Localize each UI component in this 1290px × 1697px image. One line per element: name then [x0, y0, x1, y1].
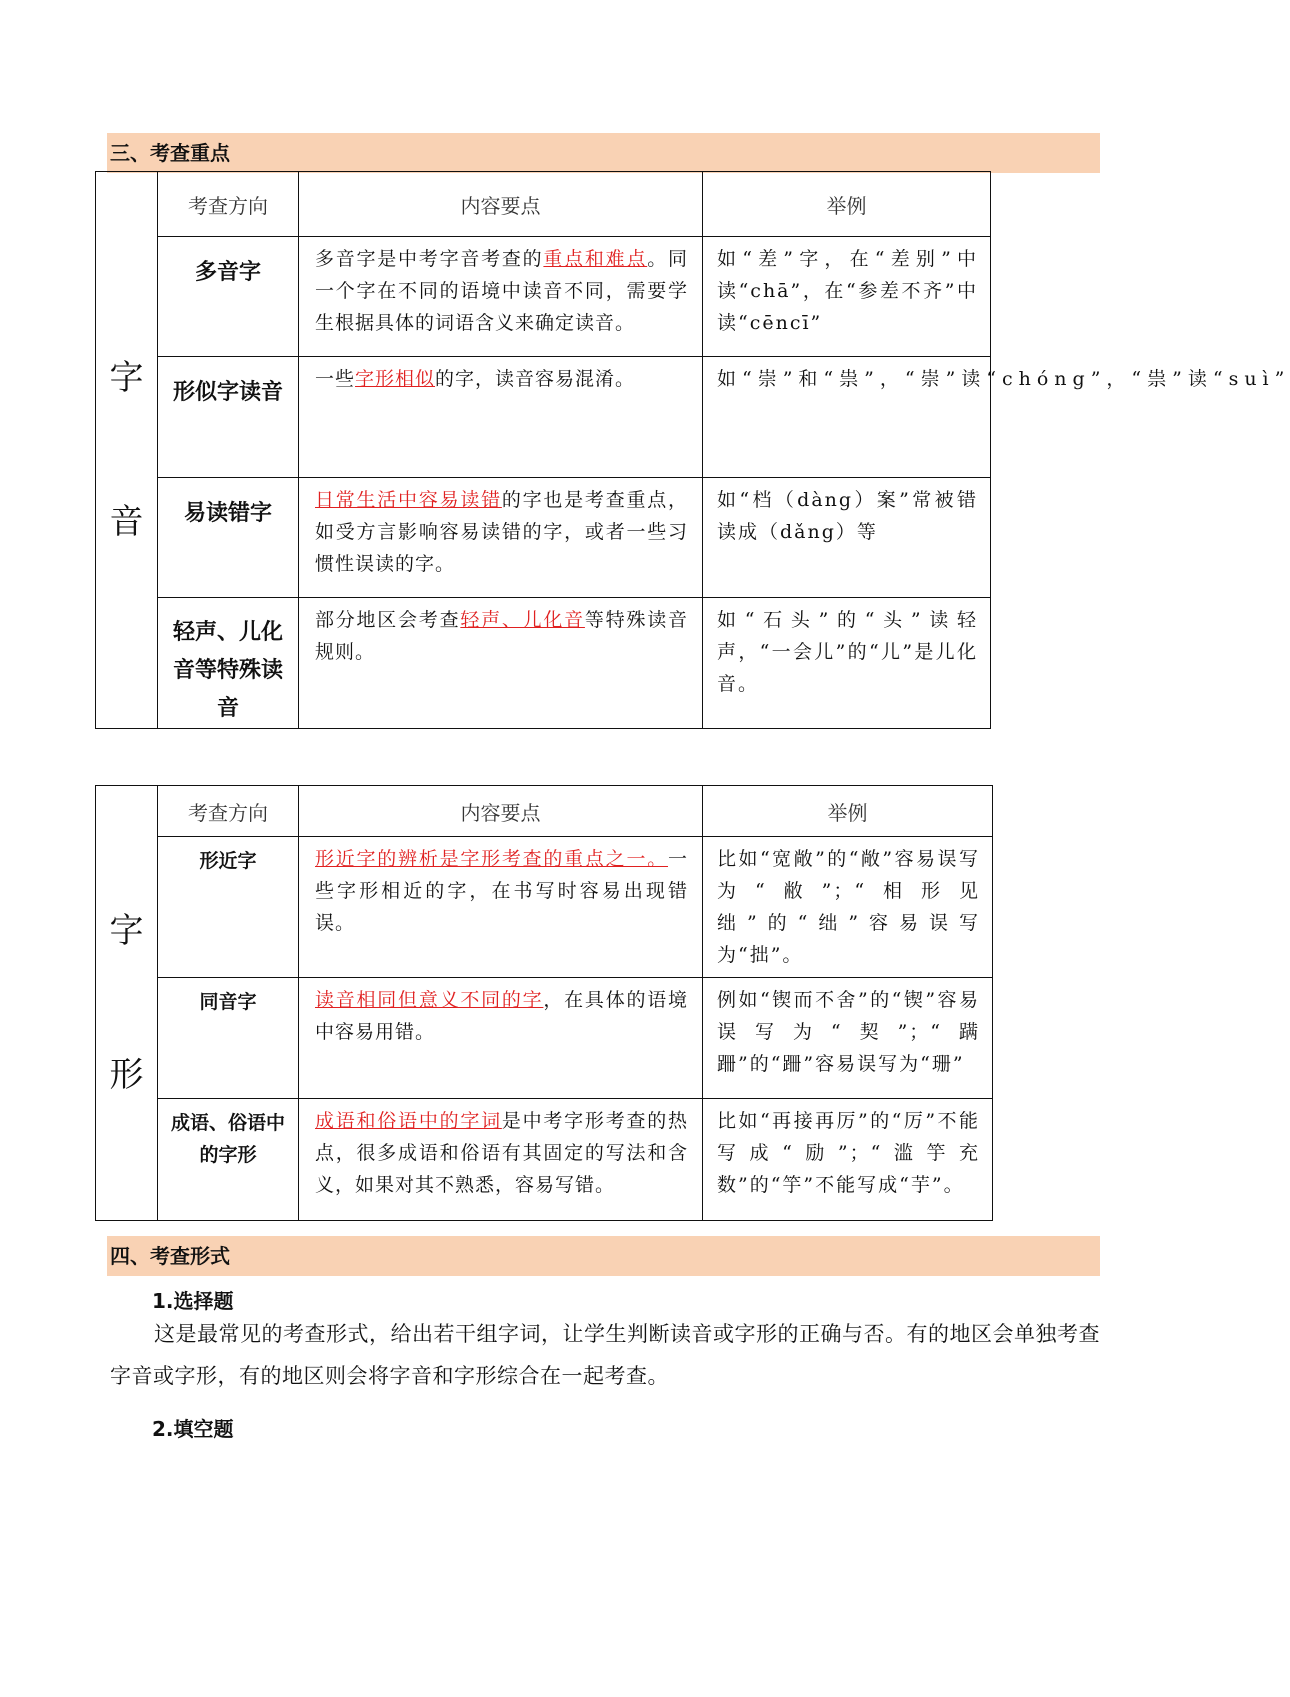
content-cell — [299, 978, 703, 1099]
subheading-multiple-choice: 1.选择题 — [152, 1289, 234, 1313]
text-segment: 多音字是中考字音考查的 — [315, 248, 544, 270]
content-cell — [299, 237, 703, 357]
example-cell: 如“石头”的“头”读轻声，“一会儿”的“儿”是儿化音。 — [703, 598, 991, 729]
table-row — [96, 237, 991, 357]
paragraph-multiple-choice: 这是最常见的考查形式，给出若干组字词，让学生判断读音或字形的正确与否。有的地区会单独考查字音或字形，有的地区则会将字音和字形综合在一起考查。 — [110, 1322, 1100, 1388]
example-cell: 比如“宽敞”的“敞”容易误写为“敝”；“相形见绌”的“绌”容易误写为“拙”。 — [703, 837, 993, 978]
subheading-fill-in: 2.填空题 — [152, 1417, 234, 1441]
side-label-pronunciation — [96, 172, 158, 729]
text-segment: 。同一个字在不同的语境中读音不同，需要学生根据具体的词语含义来确定读音。 — [315, 248, 688, 334]
text-segment: 部分地区会考查 — [315, 609, 461, 631]
text-segment: 的字也是考查重点，如受方言影响容易读错的字，或者一些习惯性误读的字。 — [315, 489, 688, 575]
header-direction: 考查方向 — [158, 172, 299, 237]
table-row — [96, 1099, 993, 1221]
content-cell — [299, 357, 703, 478]
direction-cell: 成语、俗语中的字形 — [158, 1099, 299, 1221]
text-segment: 是中考字形考查的热点，很多成语和俗语有其固定的写法和含义，如果对其不熟悉，容易写错。 — [315, 1110, 688, 1196]
content-cell — [299, 1099, 703, 1221]
table-row — [96, 598, 991, 729]
highlighted-text: 形近字的辨析是字形考查的重点之一。 — [315, 848, 668, 870]
text-segment: 的字，读音容易混淆。 — [435, 368, 636, 390]
highlighted-text: 字形相似 — [355, 368, 436, 390]
header-example: 举例 — [703, 786, 993, 837]
direction-cell: 多音字 — [158, 237, 299, 357]
direction-cell: 形似字读音 — [158, 357, 299, 478]
text-segment: 一些 — [315, 368, 356, 390]
table-pronunciation — [95, 171, 1290, 729]
table-row — [96, 357, 991, 478]
table-row — [96, 978, 993, 1099]
highlighted-text: 重点和难点 — [543, 248, 648, 270]
side-char: 形 — [109, 1055, 144, 1095]
example-cell: 如“档（dàng）案”常被错读成（dǎng）等 — [703, 478, 991, 598]
side-char: 字 — [109, 358, 144, 398]
header-content: 内容要点 — [299, 786, 703, 837]
header-example: 举例 — [703, 172, 991, 237]
example-cell: 比如“再接再厉”的“厉”不能写成“励”；“滥竽充数”的“竽”不能写成“芋”。 — [703, 1099, 993, 1221]
side-char: 字 — [109, 911, 144, 951]
text-segment: 一些字形相近的字，在书写时容易出现错误。 — [315, 848, 688, 934]
highlighted-text: 成语和俗语中的字词 — [315, 1110, 502, 1132]
content-cell — [299, 598, 703, 729]
highlighted-text: 轻声、儿化音 — [460, 609, 585, 631]
content-cell — [299, 837, 703, 978]
table-row — [96, 478, 991, 598]
content-cell — [299, 478, 703, 598]
table-row — [96, 837, 993, 978]
direction-cell: 轻声、儿化音等特殊读音 — [158, 598, 299, 729]
section-title-exam-format: 四、考查形式 — [107, 1236, 1100, 1276]
side-label-glyph — [96, 786, 158, 1221]
highlighted-text: 读音相同但意义不同的字 — [315, 989, 544, 1011]
side-char: 音 — [109, 502, 144, 542]
direction-cell: 形近字 — [158, 837, 299, 978]
table-glyph — [95, 785, 993, 1221]
highlighted-text: 日常生活中容易读错 — [315, 489, 502, 511]
header-content: 内容要点 — [299, 172, 703, 237]
direction-cell: 易读错字 — [158, 478, 299, 598]
example-cell: 如“差”字，在“差别”中读“chā”，在“参差不齐”中读“cēncī” — [703, 237, 991, 357]
example-cell: 例如“锲而不舍”的“锲”容易误写为“契”；“蹒跚”的“跚”容易误写为“珊” — [703, 978, 993, 1099]
header-direction: 考查方向 — [158, 786, 299, 837]
direction-cell: 同音字 — [158, 978, 299, 1099]
text-segment: 等特殊读音规则。 — [315, 609, 688, 663]
section-title-key-points: 三、考查重点 — [107, 133, 1100, 173]
example-cell: 如“崇”和“祟”，“崇”读“chóng”，“祟”读“suì” — [703, 357, 991, 478]
text-segment: ，在具体的语境中容易用错。 — [315, 989, 688, 1043]
